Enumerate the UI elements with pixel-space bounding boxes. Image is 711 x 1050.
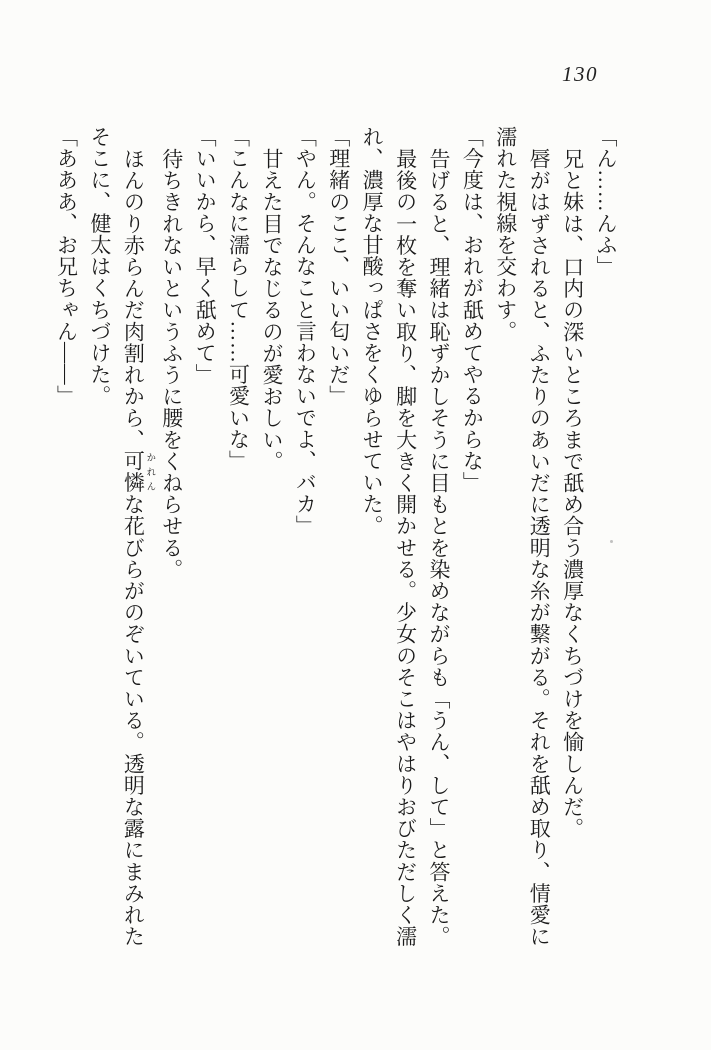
scan-speck [610,540,613,543]
text-column: 「やん。そんなこと言わないでよ、バカ」 [293,126,318,537]
text-column: 「ん……んふ」 [594,126,618,278]
page-number: 130 [562,62,598,86]
text-column: 「今度は、おれが舐めてやるからな」 [460,126,485,494]
text-column: 「いいから、早く舐めて」 [193,126,218,386]
text-column: れ、濃厚な甘酸っぱさをくゆらせていた。 [360,126,385,537]
text-column: ほんのり赤らんだ肉割れから、可憐 かれんな花びらがのぞいている。透明な露にまみれた [121,147,155,947]
text-column: 「理緒のここ、いい匂いだ」 [326,126,351,407]
text-column: 甘えた目でなじるのが愛おしい。 [259,147,284,472]
text-column: そこに、健太はくちづけた。 [87,126,112,407]
text-column: 待ちきれないというふうに腰をくねらせる。 [159,147,184,580]
ruby-annotated-word: 可憐 かれん [121,450,155,494]
text-column: 告げると、理緒は恥ずかしそうに目もとを染めながらも「うん、して」と答えた。 [426,147,451,947]
text-column: 濡れた視線を交わす。 [493,126,518,342]
text-column: 兄と妹は、口内の深いところまで舐め合う濃厚なくちづけを愉しんだ。 [560,147,585,839]
text-column: 唇がはずされると、ふたりのあいだに透明な糸が繋がる。それを舐め取り、情愛に [527,147,552,947]
text-column: 「こんなに濡らして……可愛いな」 [226,126,251,472]
text-column: 最後の一枚を奪い取り、脚を大きく開かせる。少女のそこはやはりおびただしく濡 [393,147,418,947]
text-column: 「あああ、お兄ちゃん――」 [54,126,79,407]
text-block [49,126,622,954]
